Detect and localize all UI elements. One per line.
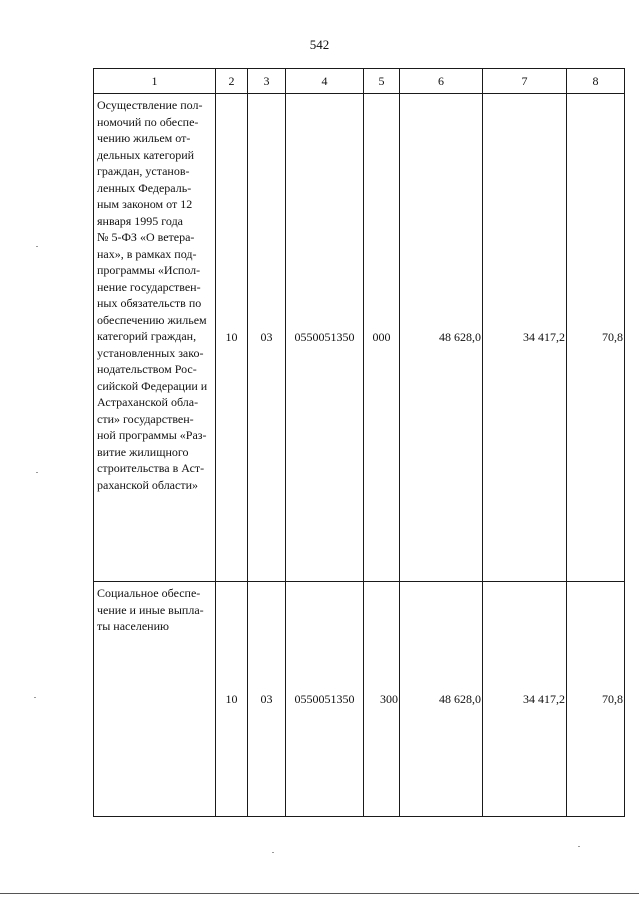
percent-col8: 70,8 [567, 94, 625, 582]
target-article-code: 0550051350 [286, 582, 364, 817]
header-cell-1: 1 [94, 69, 216, 94]
header-cell-8: 8 [567, 69, 625, 94]
description-line: января 1995 года [97, 213, 184, 228]
description-line: программы «Испол- [97, 263, 201, 277]
description-line: категорий граждан, [97, 329, 197, 343]
description-line: установленных зако- [97, 345, 204, 360]
description-line: дельных категорий [97, 147, 195, 162]
description-line: ной программы «Раз- [97, 428, 207, 442]
header-cell-5: 5 [364, 69, 400, 94]
section-code: 10 [216, 582, 248, 817]
description-line: Социальное обеспе- [97, 586, 201, 600]
description-line: граждан, установ- [97, 164, 190, 178]
scan-speck [272, 852, 274, 853]
section-code: 10 [216, 94, 248, 582]
table-row [94, 94, 625, 582]
description-line: обеспечению жильем [97, 312, 207, 327]
scan-speck [36, 472, 38, 473]
description-line: нение государствен- [97, 279, 201, 294]
table-row [94, 582, 625, 817]
expense-type-code: 300 [364, 582, 400, 817]
description-line: ных обязательств по [97, 296, 202, 310]
header-cell-2: 2 [216, 69, 248, 94]
scan-speck [36, 246, 38, 247]
description-line: витие жилищного [97, 444, 189, 459]
page-number: 542 [309, 37, 330, 52]
description-line: ты населению [97, 619, 169, 633]
table-header-row [94, 69, 625, 94]
scan-speck [34, 697, 36, 698]
amount-col6: 48 628,0 [400, 94, 483, 582]
description-line: нах», в рамках под- [97, 246, 197, 261]
header-cell-7: 7 [483, 69, 567, 94]
description-line: нодательством Рос- [97, 362, 197, 376]
description-line: ленных Федераль- [97, 180, 192, 195]
description-line: сийской Федерации и [97, 378, 208, 393]
expense-type-code: 000 [364, 94, 400, 582]
header-cell-4: 4 [286, 69, 364, 94]
subsection-code: 03 [248, 582, 286, 817]
target-article-code: 0550051350 [286, 94, 364, 582]
scan-speck [578, 846, 580, 847]
description-line: раханской области» [97, 477, 198, 492]
description-line: чение и иные выпла- [97, 602, 204, 617]
budget-table [93, 68, 625, 817]
description-line: № 5-ФЗ «О ветера- [97, 230, 195, 244]
amount-col7: 34 417,2 [483, 94, 567, 582]
description-line: сти» государствен- [97, 411, 194, 426]
amount-col6: 48 628,0 [400, 582, 483, 817]
amount-col7: 34 417,2 [483, 582, 567, 817]
header-cell-3: 3 [248, 69, 286, 94]
subsection-code: 03 [248, 94, 286, 582]
percent-col8: 70,8 [567, 582, 625, 817]
description-line: номочий по обеспе- [97, 114, 199, 129]
description-line: строительства в Аст- [97, 461, 205, 475]
page-bottom-rule [0, 893, 639, 894]
description-line: чению жильем от- [97, 131, 191, 145]
description-line: Астраханской обла- [97, 395, 199, 409]
row-description [94, 582, 216, 817]
description-line: ным законом от 12 [97, 197, 193, 211]
header-cell-6: 6 [400, 69, 483, 94]
description-line: Осуществление пол- [97, 98, 203, 112]
row-description [94, 94, 216, 582]
